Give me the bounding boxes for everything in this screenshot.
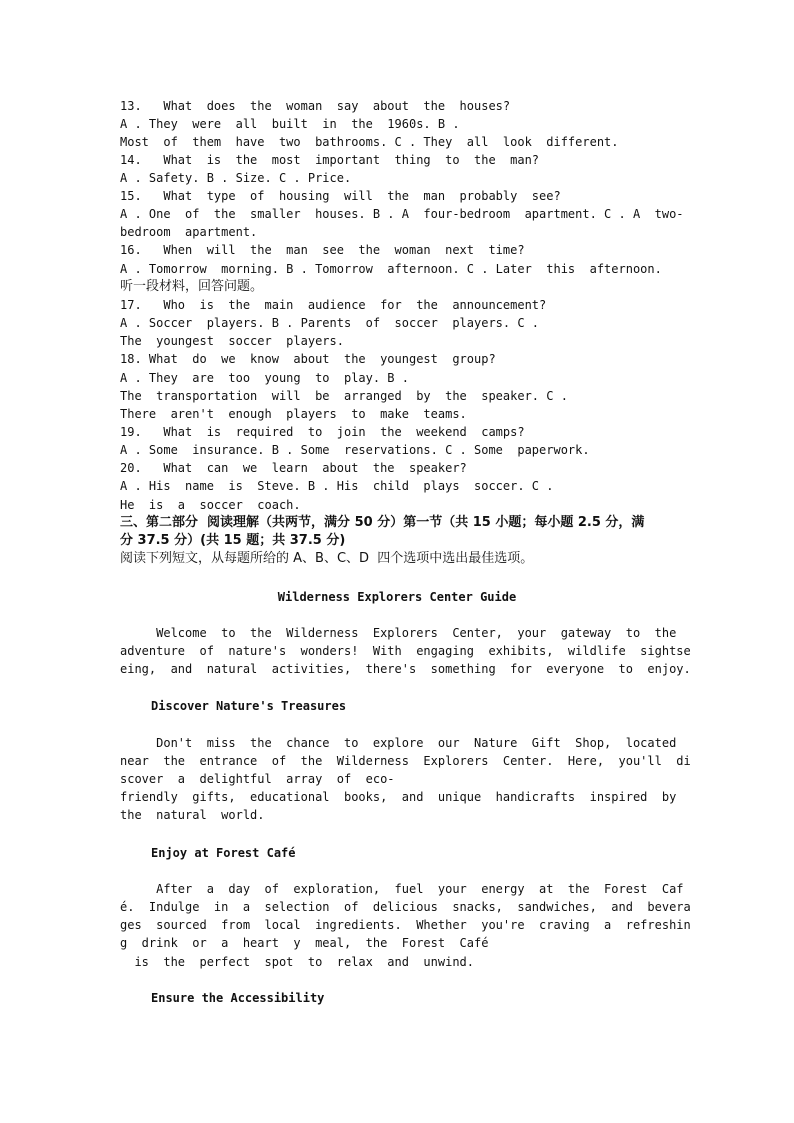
q17-option-c: The youngest soccer players. (120, 334, 344, 348)
q15-question: 15. What type of housing will the man probably see? (120, 189, 561, 203)
q14-question: 14. What is the most important thing to the man? (120, 153, 540, 167)
cafe-line-3: ges sourced from local ingredients. Whether you're craving a refreshin (120, 918, 691, 932)
q18-option-c: There aren't enough players to make teams. (120, 407, 467, 421)
q13-option-a: A . They were all built in the 1960s. B . (120, 117, 460, 131)
q20-option-c: He is a soccer coach. (120, 498, 301, 512)
q18-option-b: The transportation will be arranged by the speaker. C . (120, 389, 568, 403)
q13-options-bc: Most of them have two bathrooms. C . They all look different. (120, 135, 619, 149)
q14-options: A . Safety. B . Size. C . Price. (120, 171, 352, 185)
heading-discover: Discover Nature's Treasures (151, 699, 347, 713)
section3-heading-line1: 三、第二部分 阅读理解（共两节，满分 50 分）第一节（共 15 小题；每小题 2.5 分，满 (120, 515, 645, 530)
intro-line-1: Welcome to the Wilderness Explorers Center, your gateway to the (120, 626, 677, 640)
q15-options-line1: A . One of the smaller houses. B . A four-bedroom apartment. C . A two- (120, 207, 684, 221)
q16-question: 16. When will the man see the woman next time? (120, 243, 525, 257)
listening-instruction: 听一段材料，回答问题。 (120, 279, 264, 294)
discover-line-4: friendly gifts, educational books, and unique handicrafts inspired by (120, 790, 677, 804)
discover-line-3: scover a delightful array of eco- (120, 772, 395, 786)
q15-options-line2: bedroom apartment. (120, 225, 258, 239)
discover-line-2: near the entrance of the Wilderness Explorers Center. Here, you'll di (120, 754, 691, 768)
q13-question: 13. What does the woman say about the houses? (120, 99, 511, 113)
cafe-line-4: g drink or a heart y meal, the Forest Café (120, 936, 489, 950)
section3-instruction: 阅读下列短文，从每题所给的 A、B、C、D 四个选项中选出最佳选项。 (120, 551, 534, 566)
q18-option-a: A . They are too young to play. B . (120, 371, 409, 385)
q19-question: 19. What is required to join the weekend camps? (120, 425, 525, 439)
intro-line-2: adventure of nature's wonders! With engaging exhibits, wildlife sightse (120, 644, 691, 658)
discover-line-1: Don't miss the chance to explore our Nature Gift Shop, located (120, 736, 677, 750)
q19-options: A . Some insurance. B . Some reservations. C . Some paperwork. (120, 443, 590, 457)
discover-line-5: the natural world. (120, 808, 265, 822)
q17-question: 17. Who is the main audience for the announcement? (120, 298, 547, 312)
cafe-line-2: é. Indulge in a selection of delicious snacks, sandwiches, and bevera (120, 900, 691, 914)
heading-cafe: Enjoy at Forest Café (151, 846, 296, 860)
q17-options-ab: A . Soccer players. B . Parents of soccer players. C . (120, 316, 540, 330)
cafe-line-1: After a day of exploration, fuel your energy at the Forest Caf (120, 882, 684, 896)
q20-options-ab: A . His name is Steve. B . His child plays soccer. C . (120, 479, 554, 493)
cafe-line-5: is the perfect spot to relax and unwind. (120, 955, 475, 969)
heading-accessibility: Ensure the Accessibility (151, 991, 325, 1005)
q18-question: 18. What do we know about the youngest group? (120, 352, 496, 366)
intro-line-3: eing, and natural activities, there's something for everyone to enjoy. (120, 662, 691, 676)
passage-title: Wilderness Explorers Center Guide (277, 590, 517, 604)
q16-options: A . Tomorrow morning. B . Tomorrow afternoon. C . Later this afternoon. (120, 262, 662, 276)
section3-heading-line2: 分 37.5 分）(共 15 题；共 37.5 分) (120, 533, 346, 548)
q20-question: 20. What can we learn about the speaker? (120, 461, 467, 475)
